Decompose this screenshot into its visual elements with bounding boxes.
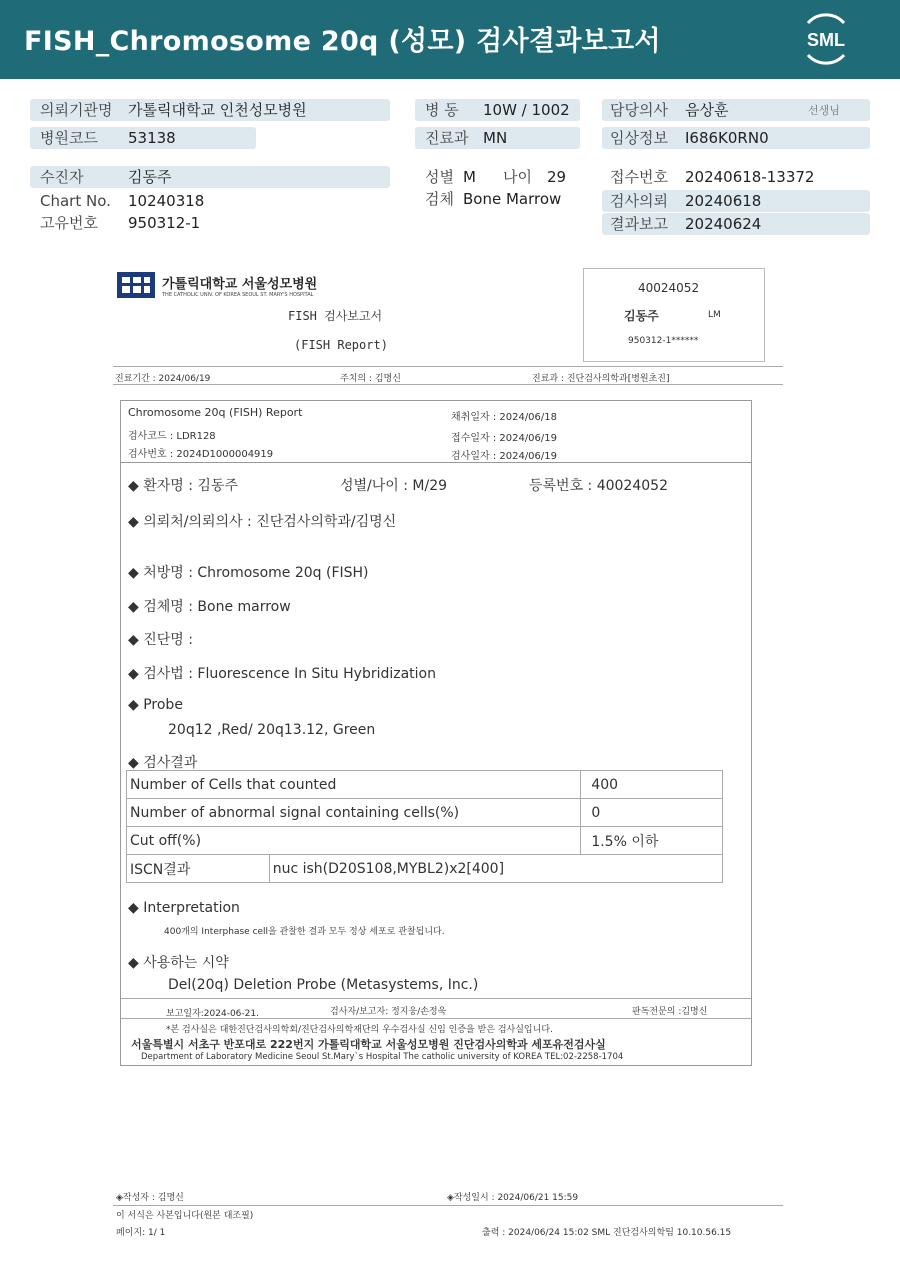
address-line: 서울특별시 서초구 반포대로 222번지 가톨릭대학교 서울성모병원 진단검사의학과 세포유전검사실	[131, 1038, 606, 1051]
divider	[121, 462, 751, 463]
sex-value: M	[463, 168, 476, 186]
chart-row	[30, 190, 390, 212]
reagent-heading: ◆ 사용하는 시약	[128, 955, 229, 971]
result-value: 1.5% 이하	[581, 827, 723, 855]
age-value: 29	[547, 168, 567, 186]
method-line: ◆ 검사법 : Fluorescence In Situ Hybridization	[128, 666, 436, 682]
patient-row	[30, 166, 390, 188]
patient-label: 수진자	[40, 168, 84, 186]
unique-label: 고유번호	[40, 214, 98, 232]
header-band	[0, 0, 900, 79]
chart-value: 10240318	[128, 192, 205, 210]
report-date-label: 결과보고	[610, 215, 668, 233]
chart-label: Chart No.	[40, 192, 111, 210]
divider	[121, 998, 751, 999]
hospital-name: 가톨릭대학교 서울성모병원	[162, 277, 318, 292]
department-en-line: Department of Laboratory Medicine Seoul St.Mary`s Hospital The catholic university of KOREA TEL:02-2258-1704	[141, 1052, 624, 1062]
id-code: LM	[708, 310, 721, 320]
physician-value: 음상훈	[685, 101, 729, 119]
request-date-row	[602, 190, 870, 212]
hospital-code-value: 53138	[128, 129, 176, 147]
physician-label: 담당의사	[610, 101, 668, 119]
svg-text:SML: SML	[807, 30, 845, 50]
interpretation-heading: ◆ Interpretation	[128, 900, 240, 916]
author-line: ◈작성자 : 김명신	[116, 1193, 184, 1203]
referrer-line: ◆ 의뢰처/의뢰의사 : 진단검사의학과/김명신	[128, 514, 397, 530]
result-value: 0	[581, 799, 723, 827]
receive-date: 접수일자 : 2024/06/19	[451, 433, 558, 444]
department-value: MN	[483, 129, 508, 147]
sex-label: 성별	[425, 168, 454, 186]
iscn-table	[126, 854, 723, 883]
unique-value: 950312-1	[128, 214, 201, 232]
probe-value: 20q12 ,Red/ 20q13.12, Green	[168, 722, 376, 738]
divider	[113, 366, 783, 367]
test-number: 검사번호 : 2024D1000004919	[128, 449, 274, 460]
divider	[113, 1205, 783, 1206]
result-label: Number of abnormal signal containing cells(%)	[127, 799, 581, 827]
ward-value: 10W / 1002	[483, 101, 570, 119]
institution-label: 의뢰기관명	[40, 101, 113, 119]
ward-label: 병 동	[425, 101, 459, 119]
report-date-line: 보고일자:2024-06-21.	[166, 1009, 259, 1019]
order-line: ◆ 처방명 : Chromosome 20q (FISH)	[128, 565, 369, 581]
probe-heading: ◆ Probe	[128, 697, 183, 713]
sex-age-row	[415, 166, 585, 188]
iscn-label: ISCN결과	[127, 855, 270, 883]
hospital-name-en: THE CATHOLIC UNIV. OF KOREA SEOUL ST. MARY'S HOSPITAL	[162, 292, 314, 298]
department-label: 진료과	[425, 129, 469, 147]
physician-suffix: 선생님	[808, 104, 840, 117]
hospital-code-row	[30, 127, 256, 149]
patient-line: ◆ 환자명 : 김동주	[128, 478, 238, 494]
id-name: 김동주	[624, 309, 659, 323]
ward-row	[415, 99, 580, 121]
reception-label: 접수번호	[610, 168, 668, 186]
report-date-value: 20240624	[685, 215, 762, 233]
test-code: 검사코드 : LDR128	[128, 431, 216, 442]
sex-age-line: 성별/나이 : M/29	[340, 478, 448, 494]
department-row	[415, 127, 580, 149]
clinical-info-label: 임상정보	[610, 129, 668, 147]
id-rrn: 950312-1******	[628, 336, 699, 346]
visit-department: 진료과 : 진단검사의학과[병원초진]	[532, 374, 670, 384]
table-row	[127, 799, 723, 827]
interpretation-text: 400개의 Interphase cell을 관찰한 결과 모두 정상 세포로 관찰됩니다.	[164, 927, 445, 937]
attending-physician: 주치의 : 김명신	[340, 374, 401, 384]
printed-line: 출력 : 2024/06/24 15:02 SML 진단검사의학팀 10.10.56.15	[482, 1228, 732, 1238]
registration-line: 등록번호 : 40024052	[529, 478, 668, 494]
test-date: 검사일자 : 2024/06/19	[451, 451, 558, 462]
diagnosis-line: ◆ 진단명 :	[128, 632, 193, 648]
table-row	[127, 771, 723, 799]
result-label: Number of Cells that counted	[127, 771, 581, 799]
request-date-label: 검사의뢰	[610, 192, 668, 210]
result-heading: ◆ 검사결과	[128, 755, 198, 771]
scan-report-title-en: (FISH Report)	[294, 338, 388, 352]
page-number: 페이지: 1/ 1	[116, 1228, 166, 1238]
reception-row	[602, 166, 870, 188]
request-date-value: 20240618	[685, 192, 762, 210]
table-row	[127, 855, 723, 883]
clinical-info-value: I686K0RN0	[685, 129, 769, 147]
hospital-emblem-icon	[116, 271, 156, 299]
specimen-value: Bone Marrow	[463, 190, 562, 208]
divider	[121, 1018, 751, 1019]
age-label: 나이	[503, 168, 532, 186]
visit-period: 진료기간 : 2024/06/19	[115, 374, 211, 384]
report-title: FISH_Chromosome 20q (성모) 검사결과보고서	[24, 26, 661, 57]
clinical-info-row	[602, 127, 870, 149]
result-label: Cut off(%)	[127, 827, 581, 855]
institution-row	[30, 99, 390, 121]
report-date-row	[602, 213, 870, 235]
report-name: Chromosome 20q (FISH) Report	[128, 406, 303, 419]
hospital-code-label: 병원코드	[40, 129, 98, 147]
id-number: 40024052	[638, 281, 700, 295]
tester-line: 검사자/보고자: 정지웅/손정욱	[330, 1007, 447, 1017]
specimen-row	[415, 188, 585, 210]
unique-row	[30, 212, 390, 234]
physician-row	[602, 99, 870, 121]
certification-line: *본 검사실은 대한진단검사의학회/진단검사의학재단의 우수검사실 신임 인증을 받은 검사실입니다.	[166, 1025, 553, 1035]
specimen-label: 검체	[425, 190, 454, 208]
iscn-value: nuc ish(D20S108,MYBL2)x2[400]	[269, 855, 722, 883]
collect-date: 채취일자 : 2024/06/18	[451, 412, 558, 423]
patient-value: 김동주	[128, 168, 172, 186]
institution-value: 가톨릭대학교 인천성모병원	[128, 101, 307, 119]
reception-value: 20240618-13372	[685, 168, 815, 186]
divider	[113, 384, 783, 385]
results-table	[126, 770, 723, 855]
table-row	[127, 827, 723, 855]
result-value: 400	[581, 771, 723, 799]
copy-note: 이 서식은 사본입니다(원본 대조필)	[116, 1211, 254, 1221]
reviewer-line: 판독전문의 :김명신	[632, 1007, 708, 1017]
scan-report-title: FISH 검사보고서	[288, 309, 383, 323]
written-at-line: ◈작성일시 : 2024/06/21 15:59	[447, 1193, 579, 1203]
sml-logo-icon	[798, 11, 854, 67]
specimen-line: ◆ 검체명 : Bone marrow	[128, 599, 291, 615]
reagent-text: Del(20q) Deletion Probe (Metasystems, Inc.)	[168, 977, 479, 993]
